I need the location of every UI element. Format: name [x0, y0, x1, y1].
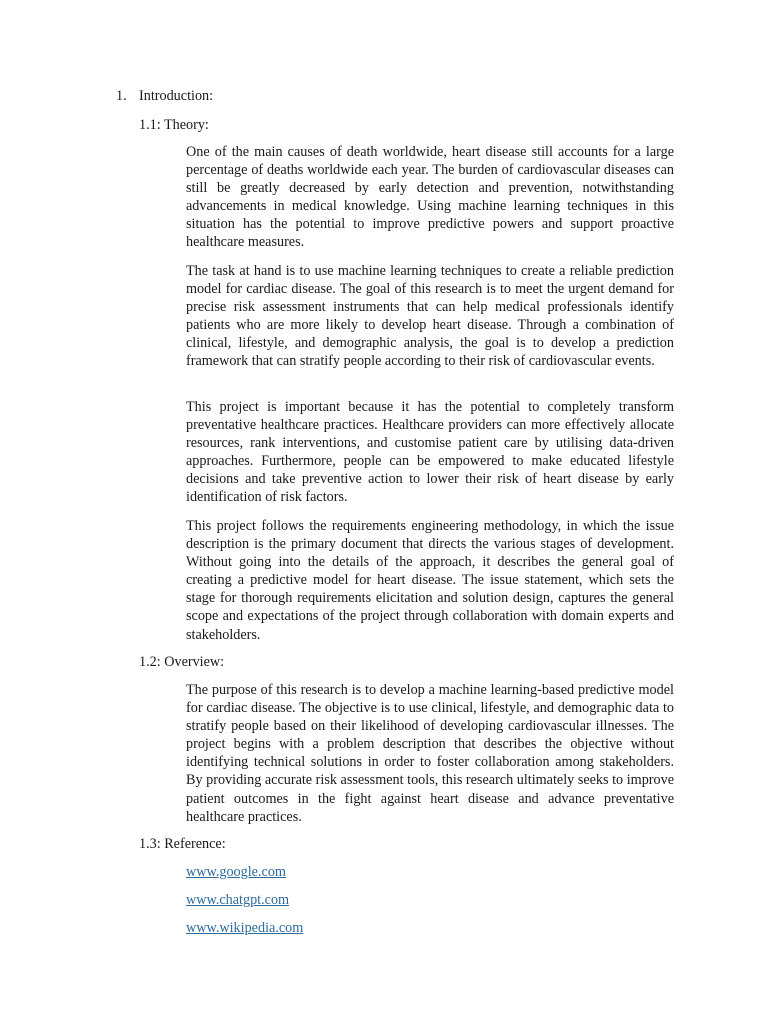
section-number: 1.	[116, 88, 127, 104]
reference-heading: 1.3: Reference:	[139, 836, 226, 852]
reference-link-chatgpt[interactable]: www.chatgpt.com	[186, 892, 290, 908]
theory-paragraph-2: The task at hand is to use machine learning techniques to create a reliable prediction model for cardiac disease. The goal of this research is to meet the urgent demand for precise risk assessment instruments that can help medical professionals identify patients who are more likely to develop heart disease. Through a combination of clinical, lifestyle, and demographic analysis, the goal is to develop a prediction framework that can stratify people according to their risk of cardiovascular events.	[186, 263, 674, 370]
reference-link-wikipedia[interactable]: www.wikipedia.com	[186, 920, 304, 936]
overview-heading: 1.2: Overview:	[139, 654, 225, 670]
overview-paragraph: The purpose of this research is to develop a machine learning-based predictive model for cardiac disease. The objective is to use clinical, lifestyle, and demographic data to stratify people based on their likelihood of developing cardiovascular illnesses. The project begins with a problem description that describes the objective without identifying technical solutions in order to foster collaboration among stakeholders. By providing accurate risk assessment tools, this research ultimately seeks to improve patient outcomes in the fight against heart disease and advance preventative healthcare practices.	[186, 682, 674, 825]
theory-heading: 1.1: Theory:	[139, 117, 209, 133]
section-heading	[116, 87, 213, 105]
theory-paragraph-3: This project is important because it has the potential to completely transform preventative healthcare practices. Healthcare providers can more effectively allocate resources, rank interventions, and customise patient care by utilising data-driven approaches. Furthermore, people can be empowered to make educated lifestyle decisions and take preventive action to lower their risk of heart disease by early identification of risk factors.	[186, 399, 674, 506]
section-title-text: Introduction:	[139, 88, 214, 104]
theory-paragraph-1: One of the main causes of death worldwide, heart disease still accounts for a large percentage of deaths worldwide each year. The burden of cardiovascular diseases can still be greatly decreased by early detection and prevention, notwithstanding advancements in medical knowledge. Using machine learning techniques in this situation has the potential to improve predictive powers and support proactive healthcare measures.	[186, 144, 674, 251]
theory-paragraph-4: This project follows the requirements engineering methodology, in which the issue description is the primary document that directs the various stages of development. Without going into the details of the approach, it describes the general goal of creating a predictive model for heart disease. The issue statement, which sets the stage for thorough requirements elicitation and solution design, captures the general scope and expectations of the project through collaboration with domain experts and stakeholders.	[186, 518, 674, 643]
reference-link-google[interactable]: www.google.com	[186, 864, 286, 880]
